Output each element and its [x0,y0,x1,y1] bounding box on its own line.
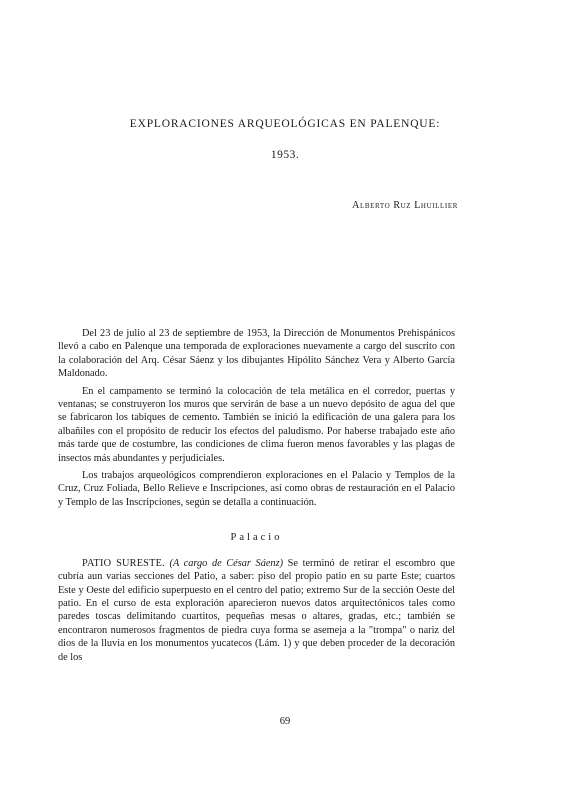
section-lead-note: (A cargo de César Sáenz) [169,557,284,569]
page-number: 69 [279,716,291,727]
article-title: EXPLORACIONES ARQUEOLÓGICAS EN PALENQUE: [129,118,441,130]
paragraph-1: Del 23 de julio al 23 de septiembre de 1953, la Dirección de Monumentos Prehispánicos llevó a cabo en Palenque una temporada de exploraciones nuevamente a cargo del suscrito con la colaboración del Arq. César Sáenz y los dibujantes Hipólito Sánchez Vera y Alberto García Maldonado. [58,328,455,380]
paragraph-3: Los trabajos arqueológicos comprendieron exploraciones en el Palacio y Templos de la Cruz, Cruz Foliada, Bello Relieve e Inscripciones, así como obras de restauración en el Palacio y Templo de las Inscripciones, según se detalla a continuación. [58,470,455,508]
article-body [58,327,455,668]
section-paragraph [58,557,455,664]
paragraph-2: En el campamento se terminó la colocación de tela metálica en el corredor, puertas y ventanas; se construyeron los muros que servirán de base a un nuevo depósito de agua del que se fabricaron los tabiques de cemento. También se inició la edificación de una galera para los albañiles con el propósito de reducir los efectos del paludismo. Por haberse trabajado este año más tarde que de costumbre, las condiciones de clima fueron menos favorables y las plagas de insectos más abundantes y perjudiciales. [58,385,455,464]
section-lead-label: PATIO SURESTE. [82,557,165,569]
article-year: 1953. [270,149,300,161]
article-author: Alberto Ruz Lhuillier [352,200,458,211]
section-text: Se terminó de retirar el escombro que cubría aun varias secciones del Patio, a saber: piso del propio patio en su parte Este; cuartos Este y Oeste del edificio superpuesto en el centro del patio; extremo Sur de la sección Oeste del patio. En el curso de esta exploración aparecieron nuevos datos arquitectónicos tales como paredes toscas delimitando cuartitos, pequeñas mesas o altares, gradas, etc.; también se encontraron numerosos fragmentos de piedra cuya forma se asemeja a la "trompa" o nariz del dios de la lluvia en los monumentos yucatecos (Lám. 1) y que deben proceder de la decoración de los [58,557,455,663]
section-heading: Palacio [230,532,283,544]
